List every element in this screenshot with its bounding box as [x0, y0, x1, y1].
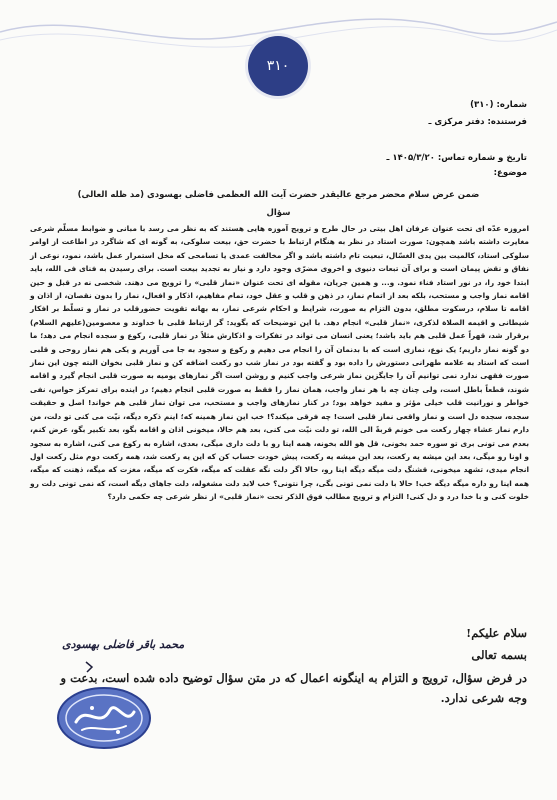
- sender: فرستنده: دفتر مرکزی ـ: [428, 117, 527, 127]
- greeting-title: ضمن عرض سلام محضر مرجع عالیقدر حضرت آیت الله العظمی فاضلی بهسودی (مد ظله العالی): [77, 190, 480, 200]
- signature: محمد باقر فاضلی بهسودی: [62, 638, 185, 651]
- answer-salam: سلام علیکم!: [466, 626, 527, 640]
- page-number: ۳۱۰: [266, 58, 290, 74]
- question-heading: سؤال: [266, 208, 291, 218]
- ink-mark-icon: [84, 661, 94, 673]
- date-contact: تاریخ و شماره تماس: ۱۴۰۵/۳/۲۰ ـ: [386, 153, 527, 163]
- document-number: شماره: (۳۱۰): [470, 100, 527, 110]
- question-body: امروزه عدّه ای تحت عنوان عرفان اهل بیتی در حال طرح و ترویج آموزه هایی هستند که به نظر می رسد با مبانی و ضوابط مسلّم شرعی مغایرت داشته باشد همچون: صورت استاد در نظر به هنگام ارتباط با حضرت حق، بیعت سلوکی، به گونه ای که شاگرد در اطاعت از اوامر سلوکی استاد، کالمیت بین یدی الغسّال، تبعیت تام داشته باشد و اگر مخالفت عمدی یا تسامحی که مخل استمرار عمل باشد، نمود، نوعی از نفاق و نقض پیمان است و برای آن تبعات دنیوی و اخروی مضرّی وجود دارد و نیاز به تجدید بیعت است. برای رسیدن به فنای فی الله، باید ابتدا خود را، در نور استاد فناء نمود. و... و همین جریان، مقوله ای تحت عنوان «نماز قلبی» را ترویج می دهند. شخصی نه در قبل و حین اقامه نماز واجب و مستحب، بلکه بعد از اتمام نماز، در ذهن و قلب و عقل خود، تمام مفاهیم، اذکار و افعال، نماز را بدون نقصان، از اذان و اقامه تا سلام، درسکوت مطلق، بدون التزام به صورت، شرایط و احکام شرعی نماز، به بهانه تقویت حضورقلب در نماز و تسلّط بر افکار شیطانی و اقیمه الصلاة لذکری، «نماز قلبی» انجام دهد. با این توضیحات که بگوید: گر ارتباط قلبی با خداوند و معصومین(علیهم السلام) برقرار شد، قهراً عمل قلبی هم باید باشد؛ یعنی انسان می تواند در تفکرات و اذکارش مثلاً در نماز قلبی، رکوع و سجده انجام می دهد؛ ما دو گونه نماز داریم؛ یک نوع، نمازی است که با بدنمان آن را انجام می دهیم و رکوع و سجود به جا می آوریم و یکی هم نماز روحی و قلبی است که استاد به علامه طهرانی دستورش را داده بود و گفته بود در نماز شب دو رکعت اضافه کن و نماز قلبی بخوان البته چون این نماز صورت فقهی ندارد نمی توانیم آن را جایگزین نماز شرعی واجب کنیم و روشن است اگر نمازهای یومیه به صورت قلبی انجام گیرد و اقامه شوند، قطعاً باطل است، ولی چنان چه با هر نماز واجب، همان نماز را فقط به صورت قلبی انجام دهیم؛ در اینده برای تمرکز حواس، نفی خواطر و نورانیت قلب خیلی مؤثر و مفید خواهد بود؛ در کنار نمازهای واجب و مستحب، می توان نماز قلبی هم خواند! اصل و حقیقت سجده، سجده دل است و نماز واقعی نماز قلبی است! چه فرقی میکند؟! خب این نماز همینه که؛ اینم ذکره دیگه، نیّت می کنی تو دلت، من دارم نماز عشاء چهار رکعت می خونم قربةً الی الله، تو دلت نیّت می کنی، بعد هم حالا، میخونی اذان و اقامه بگو، بعد تکبیر بگو، عرض کنم، بعدم می تونی بری تو سوره حمد بخونی، قل هو الله بخونه، همه اینا رو با دلت داری میگی، بعدی، اشاره به رکوع می کنی، اشاره به سجود و اونا رو میگی، بعد این میشه یه رکعت، بعد این میشه یه رکعت، پیش خودت حساب کن که این یه رکعت شد، همه رکعت دوم مثل رکعت اول انجام میدی، تشهد میخونی، قشنگ دلت میگه دیگه اینا رو، حالا اگر دلت نگه عقلت که میگه، فکرت که میگه، مغزت که میگه، ذهنت که میگه، همه اینا رو داره میگه دیگه خب! حالا با دلت نمی تونی بگی، چرا نتونی؟ خب لابد دلت مشغوله، دلت جاهای دیگه است، که نمی تونی دلت رو خلوت کنی و با خدا درد و دل کنی! التزام و ترویج مطالب فوق الذکر تحت «نماز قلبی» از نظر شرعی چه حکمی دارد؟: [30, 224, 529, 502]
- answer-basmala: بسمه تعالی: [471, 648, 527, 662]
- subject: موضوع:: [493, 168, 527, 178]
- answer-ruling: در فرض سؤال، ترویج و التزام به اینگونه اعمال که در متن سؤال توضیح داده شده است، بدعت و وجه شرعی ندارد.: [60, 671, 527, 705]
- official-seal: [56, 686, 152, 750]
- page-number-badge: [248, 36, 308, 96]
